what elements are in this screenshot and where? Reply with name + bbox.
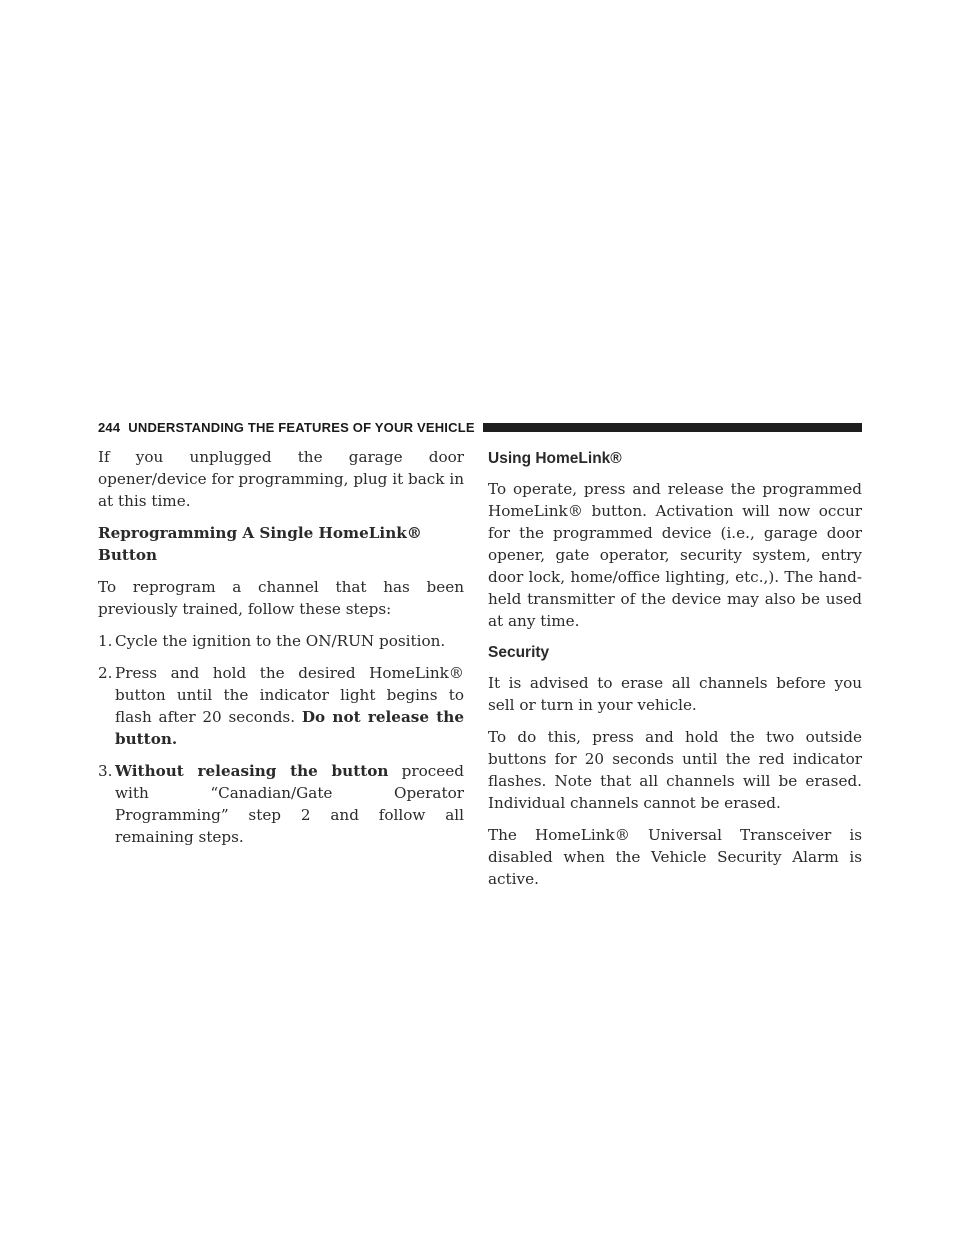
reprogram-intro: To reprogram a channel that has been previously trained, follow these steps: xyxy=(98,578,464,618)
step-1 xyxy=(98,630,464,652)
step-2 xyxy=(98,662,464,750)
step-text: proceed with “Canadian/Gate Operator Programming” step 2 and follow all remaining steps. xyxy=(115,762,465,846)
right-column xyxy=(488,446,862,900)
step-warning: Do not release the button. xyxy=(115,708,464,748)
step-text: Cycle the ignition to the ON/RUN position. xyxy=(115,632,446,650)
step-text: Press and hold the desired HomeLink® button until the indicator light begins to flash after 20 seconds. xyxy=(115,664,464,726)
left-column xyxy=(98,446,464,858)
step-body xyxy=(115,760,464,848)
reprogram-heading: Reprogramming A Single HomeLink® Button xyxy=(98,524,422,564)
using-homelink-paragraph: To operate, press and release the programmed HomeLink® button. Activation will now occur for the programmed device (i.e., garage door opener, gate operator, security system, entry door lock, home/office lighting, etc.,). The hand-held transmitter of the device may also be used at any time. xyxy=(488,480,862,630)
security-paragraph-3: The HomeLink® Universal Transceiver is disabled when the Vehicle Security Alarm is active. xyxy=(488,826,862,888)
page-header xyxy=(98,419,862,435)
section-title: UNDERSTANDING THE FEATURES OF YOUR VEHICLE xyxy=(128,419,475,435)
security-paragraph-2: To do this, press and hold the two outside buttons for 20 seconds until the red indicator flashes. Note that all channels will be erased. Individual channels cannot be erased. xyxy=(488,728,862,812)
step-number: 1. xyxy=(98,632,113,650)
step-body xyxy=(115,662,464,750)
security-paragraph-1: It is advised to erase all channels before you sell or turn in your vehicle. xyxy=(488,674,862,714)
security-heading: Security xyxy=(488,644,550,661)
unplug-paragraph: If you unplugged the garage door opener/device for programming, plug it back in at this time. xyxy=(98,448,464,510)
step-3 xyxy=(98,760,464,848)
using-homelink-heading: Using HomeLink® xyxy=(488,450,622,467)
step-number: 2. xyxy=(98,664,113,682)
header-rule xyxy=(483,423,862,432)
step-emphasis: Without releasing the button xyxy=(115,762,389,780)
step-number: 3. xyxy=(98,762,113,780)
page-number: 244 xyxy=(98,419,121,435)
